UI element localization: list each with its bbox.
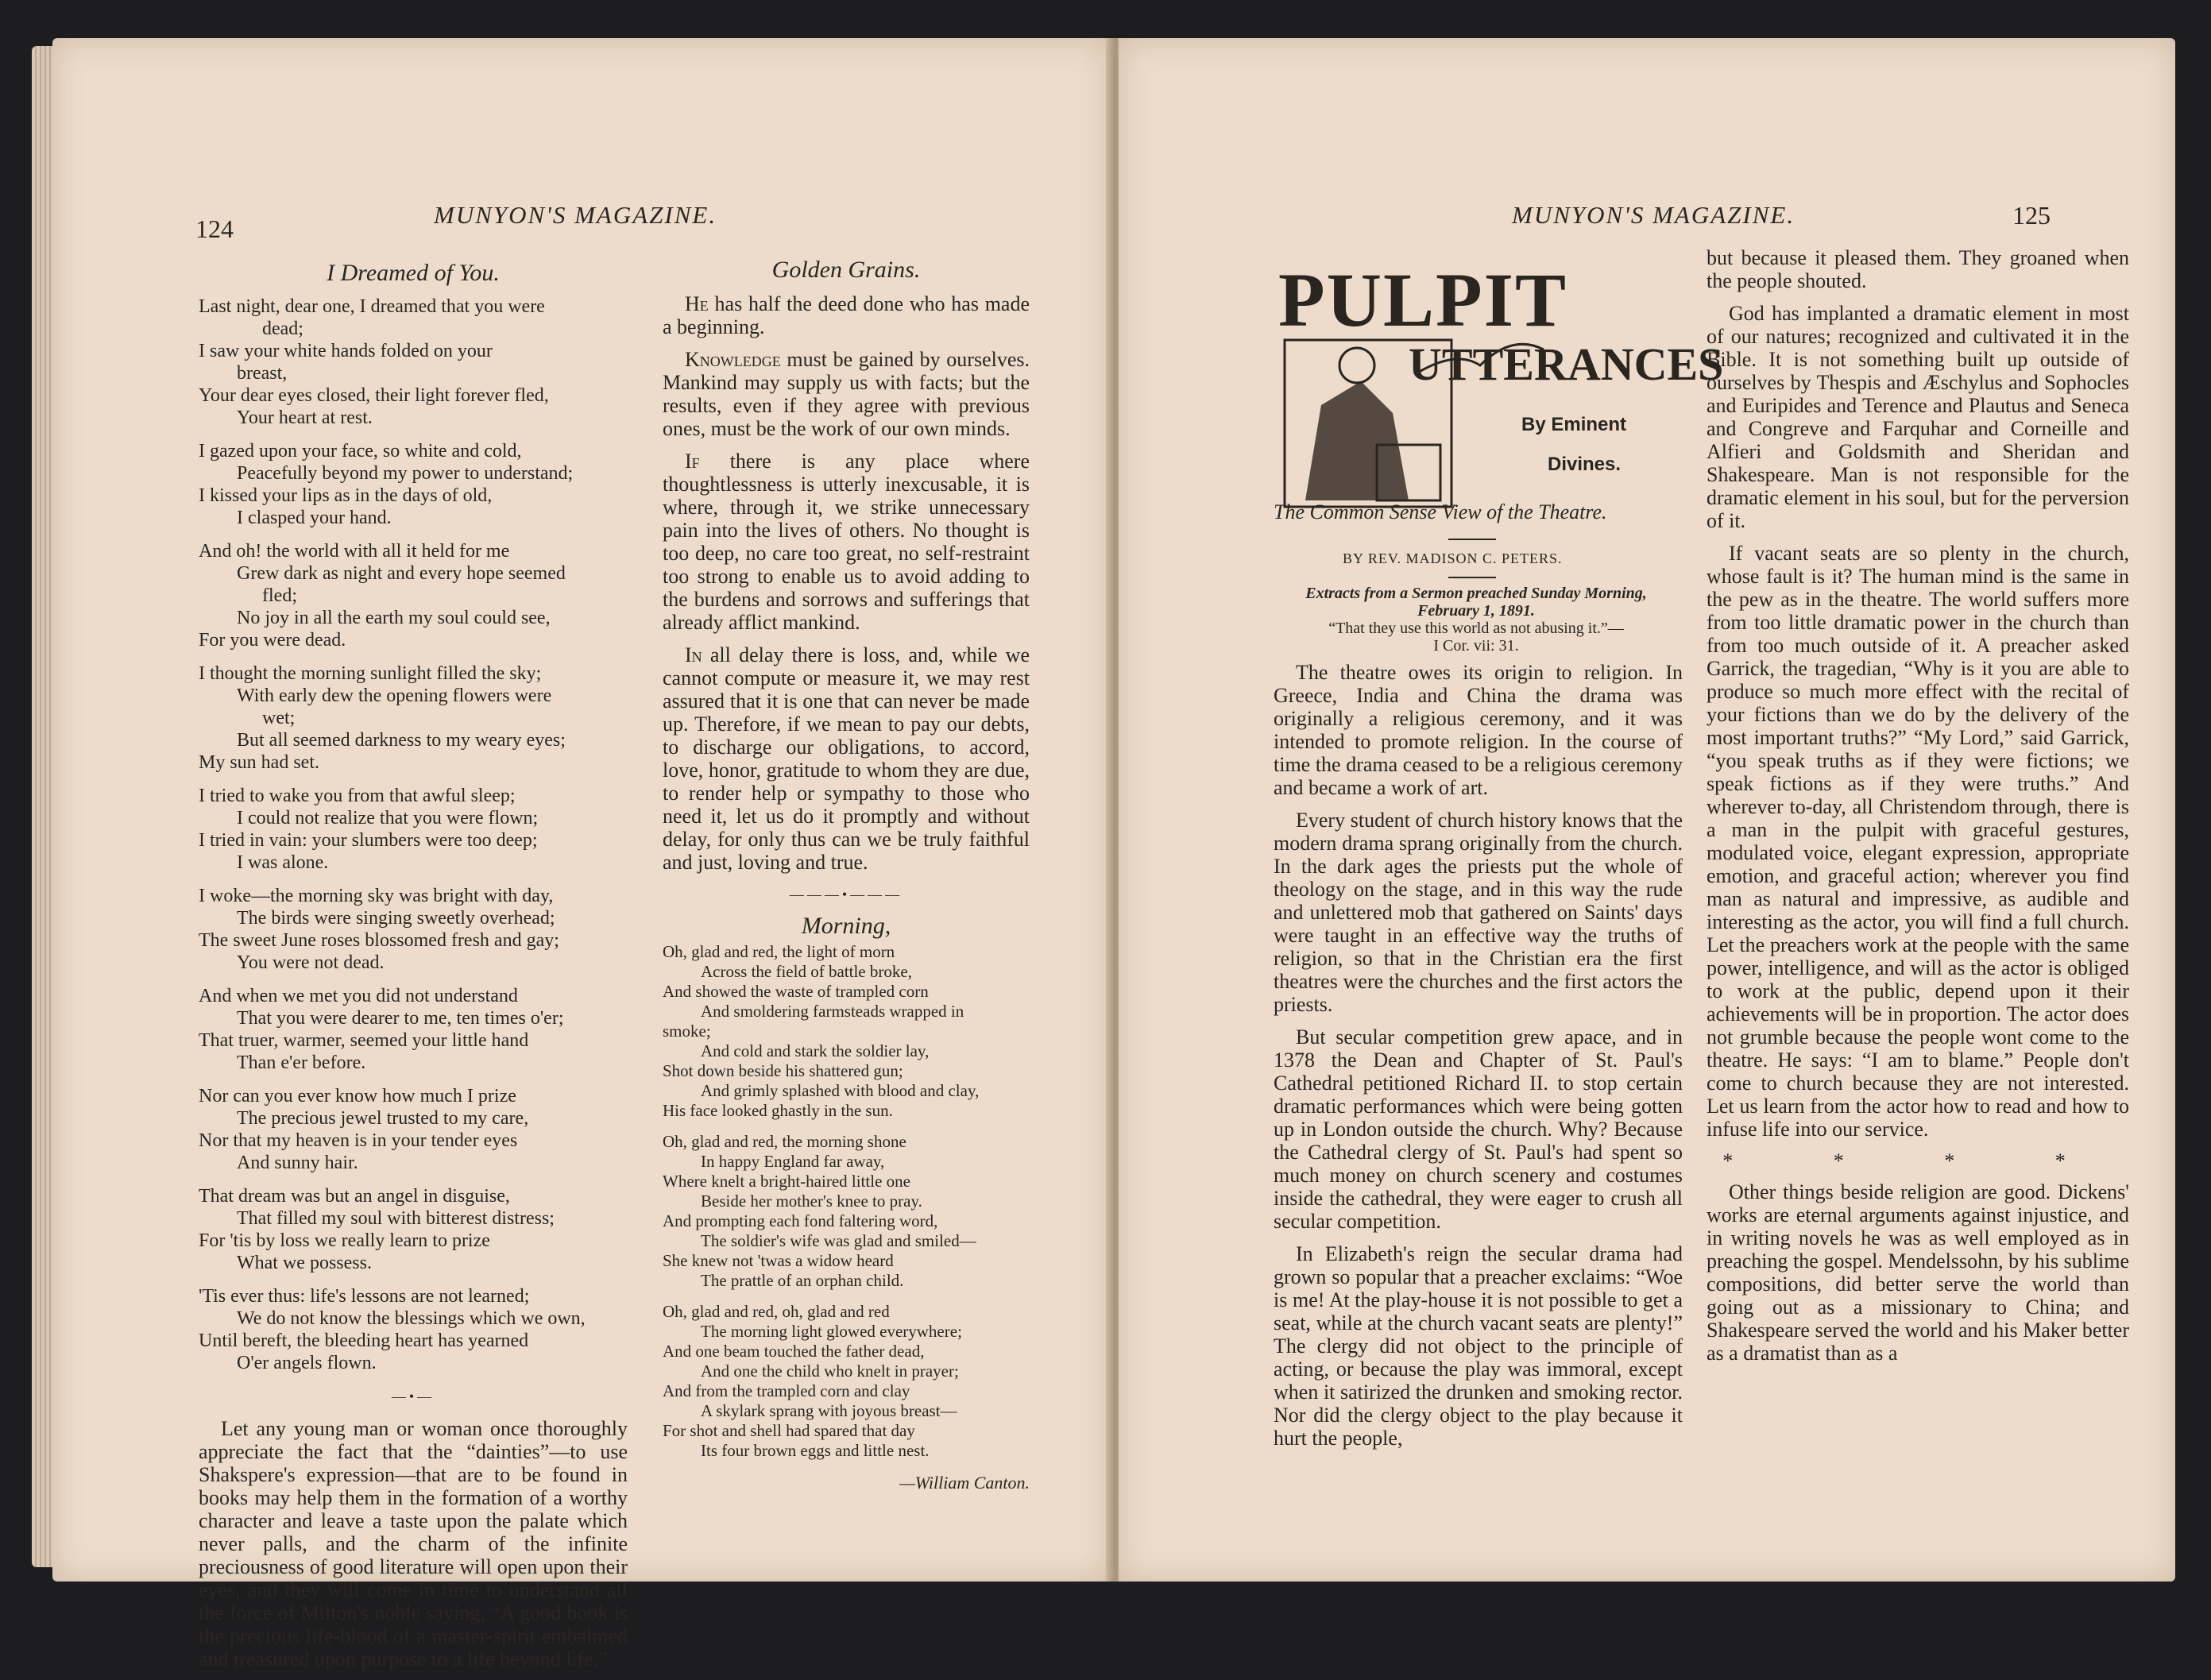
poem-line: 'Tis ever thus: life's lessons are not learned; [199,1286,530,1307]
golden-grains [663,292,1030,874]
stanza [199,1085,628,1174]
lead-word: He [685,292,709,315]
poem-line: The soldier's wife was glad and smiled— [701,1231,976,1250]
masthead-line2: UTTERANCES [1409,338,1724,390]
grain-paragraph [663,643,1030,874]
poem-line: Than e'er before. [237,1052,366,1073]
poem-line: His face looked ghastly in the sun. [663,1101,893,1120]
extract-line1: Extracts from a Sermon preached Sunday Morning, [1305,585,1647,602]
paragraph: In Elizabeth's reign the secular drama had grown so popular that a preacher exclaims: “Woe is me! At the play-house it is not possible to get a seat, while at the church vacant seats are plenty!” The clergy did not object to the principle of acting, or because the play was immoral, except when it satirized the drunken and smoking rector. Nor did the clergy object to the play because it hurt the people, [1274,1242,1683,1450]
poem-line: We do not know the blessings which we own, [237,1308,586,1329]
poem-line: I thought the morning sunlight filled the sky; [199,663,542,684]
right-column-2-text [1707,246,2129,1141]
poem-line: A skylark sprang with joyous breast— [701,1401,957,1420]
poem-title-morning: Morning, [801,913,891,939]
poem-line: I tried to wake you from that awful sleep; [199,786,516,806]
paragraph: Other things beside religion are good. Dickens' works are eternal arguments against injustice, and in writing novels he was as well employed as in preaching the gospel. Mendelssohn, by his sublime compositions, did better serve the world than going out as a missionary to China; and Shakespeare served the world and his Maker better as a dramatist than as a [1707,1180,2129,1365]
poem-line: What we possess. [237,1253,372,1273]
poem-line: Its four brown eggs and little nest. [701,1441,930,1460]
poem-line: Nor that my heaven is in your tender eyes [199,1130,518,1151]
masthead-by2: Divines. [1548,454,1622,475]
poem-line: fled; [262,585,297,606]
poem-line: Across the field of battle broke, [701,962,912,981]
paragraph: But secular competition grew apace, and in 1378 the Dean and Chapter of St. Paul's Cathedral petitioned Richard II. to stop certain dramatic performances which were being gotten up in London outside the church. Why? Because the Cathedral clergy of St. Paul's had spent so much money on church scenery and costumes inside the cathedral, they were eager to crush all secular competition. [1274,1025,1683,1233]
poem-credit: —William Canton. [899,1473,1030,1493]
poem-line: Oh, glad and red, oh, glad and red [663,1302,890,1321]
poem-line: That you were dearer to me, ten times o'er; [237,1008,564,1029]
poem-line: And sunny hair. [237,1153,358,1173]
stanza [199,440,628,529]
stanza [199,540,628,651]
paragraph: but because it pleased them. They groaned when the people shouted. [1707,246,2129,292]
poem-line: Until bereft, the bleeding heart has yearned [199,1330,529,1351]
article-subtitle: The Common Sense View of the Theatre. [1274,500,1607,523]
page-number-left: 124 [195,214,234,243]
poem-line: And from the trampled corn and clay [663,1381,910,1400]
poem-line: The precious jewel trusted to my care, [237,1108,529,1129]
ornament-divider: —•— [391,1388,435,1404]
section-break: * * * * [1722,1149,2113,1172]
lead-word: In [685,643,702,666]
paragraph-text: all delay there is loss, and, while we cannot compute or measure it, we may rest assured that it is one that can never be made up. Therefore, if we mean to pay our debts, to discharge our obligations, to accord, love, honor, gratitude to whom they are due, to render help or sympathy to those who need it, let us do it promptly and without delay, for only thus can we be truly faithful and just, loving and true. [663,643,1030,874]
ornament-divider: ———•——— [789,886,903,902]
paragraph-text: has half the deed done who has made a beginning. [663,292,1030,338]
poem-line: For shot and shell had spared that day [663,1421,915,1440]
grain-paragraph [663,292,1030,338]
poem-line: Where knelt a bright-haired little one [663,1172,910,1191]
poem-line: And one the child who knelt in prayer; [701,1361,959,1381]
stanza [663,1132,1030,1291]
poem-line: I could not realize that you were flown; [237,808,539,828]
poem-line: And prompting each fond faltering word, [663,1211,938,1230]
poem-line: And cold and stark the soldier lay, [701,1041,930,1060]
poem-line: With early dew the opening flowers were [237,686,552,706]
poem-line: My sun had set. [199,752,319,773]
poem-line: O'er angels flown. [237,1353,377,1373]
poem-line: And grimly splashed with blood and clay, [701,1081,980,1100]
left-column-2 [663,259,1030,1494]
poem-line: But all seemed darkness to my weary eyes; [237,730,566,751]
poem-line: Shot down beside his shattered gun; [663,1061,903,1080]
stanza [663,942,1030,1121]
extract-line2: February 1, 1891. [1417,602,1535,620]
grain-paragraph [663,348,1030,440]
extract-line4: I Cor. vii: 31. [1433,637,1519,655]
masthead-by1: By Eminent [1521,414,1627,435]
stanza [199,662,628,774]
rule [1448,539,1496,540]
pulpit-utterances-masthead [1274,246,1724,516]
paragraph: The theatre owes its origin to religion. In Greece, India and China the drama was originally a religious ceremony, and it was intended to promote religion. In the course of time the drama ceased to be a religious ceremony and became a work of art. [1274,661,1683,799]
poem-line: I gazed upon your face, so white and cold, [199,441,522,462]
running-head-right: MUNYON'S MAGAZINE. [1512,201,1795,229]
stanza [199,1285,628,1374]
right-column-2 [1707,246,2129,1374]
poem-line: Peacefully beyond my power to understand; [237,463,574,484]
poem-title-dreamed: I Dreamed of You. [327,260,500,286]
poem-line: I woke—the morning sky was bright with day, [199,886,554,906]
stanza [199,1185,628,1274]
poem-line: Grew dark as night and every hope seemed [237,563,566,584]
poem-line: Beside her mother's knee to pray. [701,1191,922,1211]
poem-line: In happy England far away, [701,1152,885,1171]
poem-line: For 'tis by loss we really learn to prize [199,1230,490,1251]
poem-dreamed [199,295,628,1374]
poem-morning [663,942,1030,1461]
poem-line: That filled my soul with bitterest distress; [237,1208,555,1229]
stanza [663,1302,1030,1461]
running-head-left: MUNYON'S MAGAZINE. [434,201,717,229]
paragraph-text: there is any place where thoughtlessness is utterly inexcusable, it is where, through it, we strike unnecessary pain into the lives of others. No thought is too deep, no care too great, no self-restraint too strong to enable us to avoid adding to the burdens and sorrows and sufferings that already afflict mankind. [663,450,1030,634]
paragraph: If vacant seats are so plenty in the church, whose fault is it? The human mind is the same in the pew as in the theatre. The world suffers more from too little dramatic power in the church than from too much outside of it. A preacher asked Garrick, the tragedian, “Why is it you are able to produce so much more effect with the recital of your fictions than we do by the delivery of the most important truths?” “My Lord,” said Garrick, “you speak truths as if they were fictions; we speak fictions as if they were truths.” And wherever to-day, all Christendom through, there is a man in the pulpit with graceful gestures, modulated voice, elegant expression, appropriate emotion, and graceful action; wherever you find man as natural and impressive, as audible and interesting as the actor, you will find a full church. Let the preachers work at the people with the same power, intelligence, and will as the actor is obliged to work at the public, depend upon it their achievements will be in proportion. The actor does not grumble because the people wont come to the theatre. He says: “I am to blame.” People don't come to church because they are not interested. Let us learn from the actor how to read and how to infuse life into our service. [1707,542,2129,1141]
poem-line: And showed the waste of trampled corn [663,982,929,1001]
rule [1448,577,1496,578]
stanza [199,885,628,974]
poem-line: For you were dead. [199,630,346,651]
left-column-1 [199,262,628,1680]
page-number-right: 125 [2012,201,2051,230]
closing-paragraph: Let any young man or woman once thoroughly appreciate the fact that the “dainties”—to use Shakspere's expression—that are to be found in books may help them in the formation of a worthy character and leave a taste upon the palate which never palls, and the charm of the infinite preciousness of good literature will open upon their eyes, and they will come in time to understand all the force of Milton's noble saying, “A good book is the precious life-blood of a master-spirit embalmed and treasured upon purpose to a life beyond life.” [199,1417,628,1670]
poem-line: The birds were singing sweetly overhead; [237,908,555,929]
poem-line: And oh! the world with all it held for me [199,541,510,562]
poem-line: The prattle of an orphan child. [701,1271,904,1290]
poem-line: And when we met you did not understand [199,986,518,1006]
masthead-line1: PULPIT [1278,257,1568,342]
left-page [52,38,1109,1670]
poem-line: smoke; [663,1022,711,1041]
paragraph-text: must be gained by ourselves. Mankind may supply us with facts; but the results, even if they agree with previous ones, must be the work of our own minds. [663,348,1030,440]
lead-word: Knowledge [685,348,781,371]
poem-line: Nor can you ever know how much I prize [199,1086,516,1106]
right-column-1 [1274,661,1683,1459]
poem-line: Oh, glad and red, the light of morn [663,942,895,961]
poem-line: I saw your white hands folded on your [199,341,493,361]
stanza [199,785,628,874]
poem-line: The sweet June roses blossomed fresh and gay; [199,930,559,951]
poem-line: I was alone. [237,852,329,873]
paragraph: Every student of church history knows that the modern drama sprang originally from the church. In the dark ages the priests put the whole of theology on the stage, and in this way the rude and unlettered mob that gathered on Saints' days were taught in an effective way the truths of religion, so that in the Christian era the first theatres were the churches and the first actors the priests. [1274,809,1683,1016]
poem-line: And one beam touched the father dead, [663,1342,925,1361]
poem-line: And smoldering farmsteads wrapped in [701,1002,964,1021]
poem-line: Your heart at rest. [237,407,373,428]
poem-line: I tried in vain: your slumbers were too deep; [199,830,538,851]
poem-line: I kissed your lips as in the days of old, [199,485,493,506]
poem-line: That dream was but an angel in disguise, [199,1186,510,1207]
extract-line3: “That they use this world as not abusing it.”— [1328,620,1624,637]
poem-line: I clasped your hand. [237,508,392,528]
sermon-extract [1270,585,1683,655]
poem-line: The morning light glowed everywhere; [701,1322,962,1341]
golden-grains-title: Golden Grains. [771,257,921,283]
poem-line: breast, [237,363,288,384]
poem-line: No joy in all the earth my soul could see, [237,608,551,628]
poem-line: You were not dead. [237,952,385,973]
article-byline: BY REV. MADISON C. PETERS. [1343,550,1563,566]
poem-line: Last night, dear one, I dreamed that you were [199,296,545,317]
lead-word: If [685,450,700,473]
poem-line: She knew not 'twas a widow heard [663,1251,894,1270]
stanza [199,985,628,1074]
poem-line: wet; [262,708,296,728]
paragraph: God has implanted a dramatic element in most of our natures; recognized and cultivated it in the Bible. It is not something built up outside of ourselves by Thespis and Æschylus and Sophocles and Euripides and Terence and Plautus and Seneca and Congreve and Farquhar and Corneille and Alfieri and Goldsmith and Sheridan and Shakespeare. Man is not responsible for the dramatic element in his soul, but for the perversion of it. [1707,302,2129,532]
stanza [199,295,628,429]
poem-line: Oh, glad and red, the morning shone [663,1132,906,1151]
poem-line: That truer, warmer, seemed your little hand [199,1030,529,1051]
right-page [1119,38,2175,1582]
poem-line: dead; [262,319,303,339]
poem-line: Your dear eyes closed, their light forever fled, [199,385,549,406]
grain-paragraph [663,450,1030,634]
